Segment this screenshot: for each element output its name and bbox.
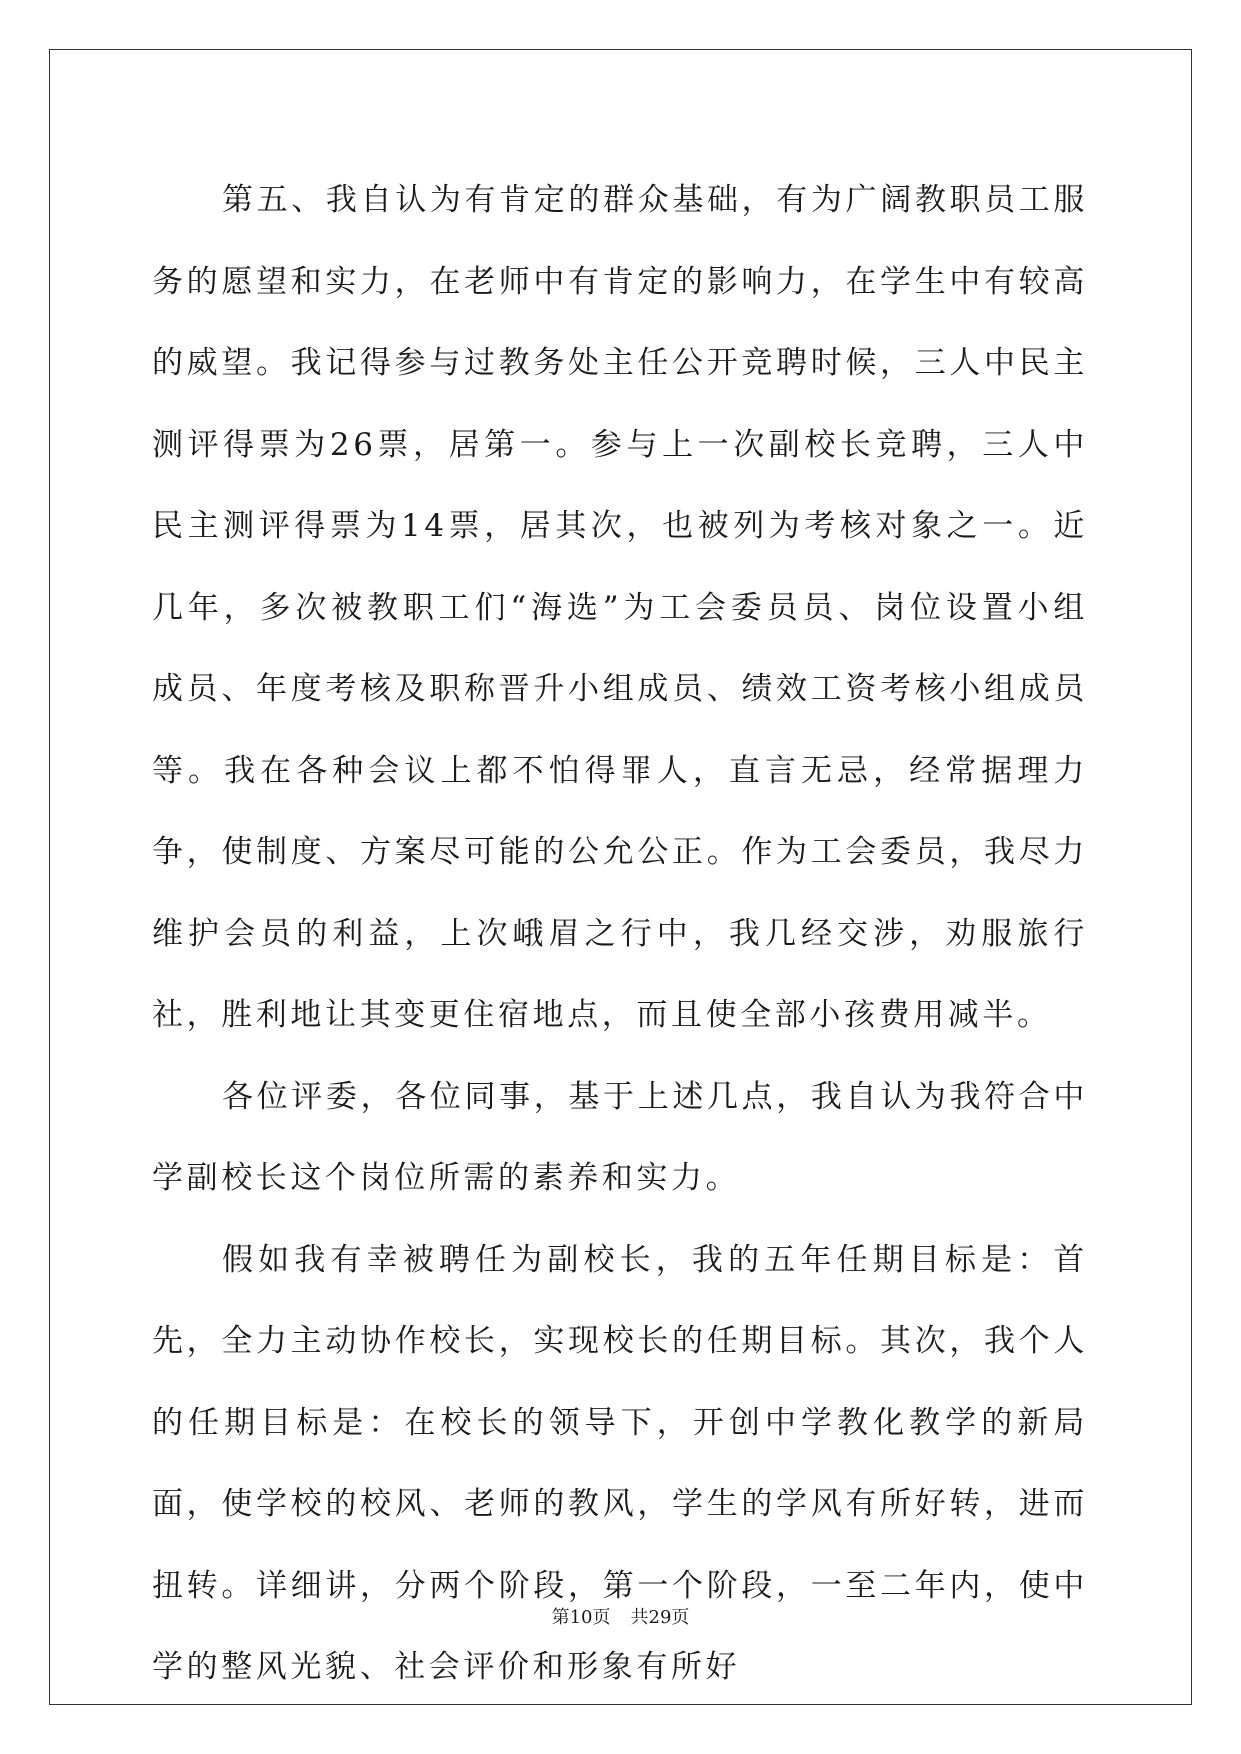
page-footer xyxy=(0,1603,1241,1629)
total-pages: 共29页 xyxy=(630,1607,690,1628)
paragraph-qualifications: 第五、我自认为有肯定的群众基础，有为广阔教职员工服务的愿望和实力，在老师中有肯定的影响力，在学生中有较高的威望。我记得参与过教务处主任公开竞聘时候，三人中民主测评得票为26票，居第一。参与上一次副校长竞聘，三人中民主测评得票为14票，居其次，也被列为考核对象之一。近几年，多次被教职工们“海选”为工会委员员、岗位设置小组成员、年度考核及职称晋升小组成员、绩效工资考核小组成员等。我在各种会议上都不怕得罪人，直言无忌，经常据理力争，使制度、方案尽可能的公允公正。作为工会委员，我尽力维护会员的利益，上次峨眉之行中，我几经交涉，劝服旅行社，胜利地让其变更住宿地点，而且使全部小孩费用减半。 xyxy=(152,182,1088,1033)
current-page-number: 第10页 xyxy=(551,1607,611,1628)
paragraph-summary: 各位评委，各位同事，基于上述几点，我自认为我符合中学副校长这个岗位所需的素养和实力。 xyxy=(152,1078,1088,1196)
document-body xyxy=(152,160,1088,1709)
paragraph-goals: 假如我有幸被聘任为副校长，我的五年任期目标是：首先，全力主动协作校长，实现校长的任期目标。其次，我个人的任期目标是：在校长的领导下，开创中学教化教学的新局面，使学校的校风、老师的教风，学生的学风有所好转，进而扭转。详细讲，分两个阶段，第一个阶段，一至二年内，使中学的整风光貌、社会评价和形象有所好 xyxy=(152,1241,1088,1685)
